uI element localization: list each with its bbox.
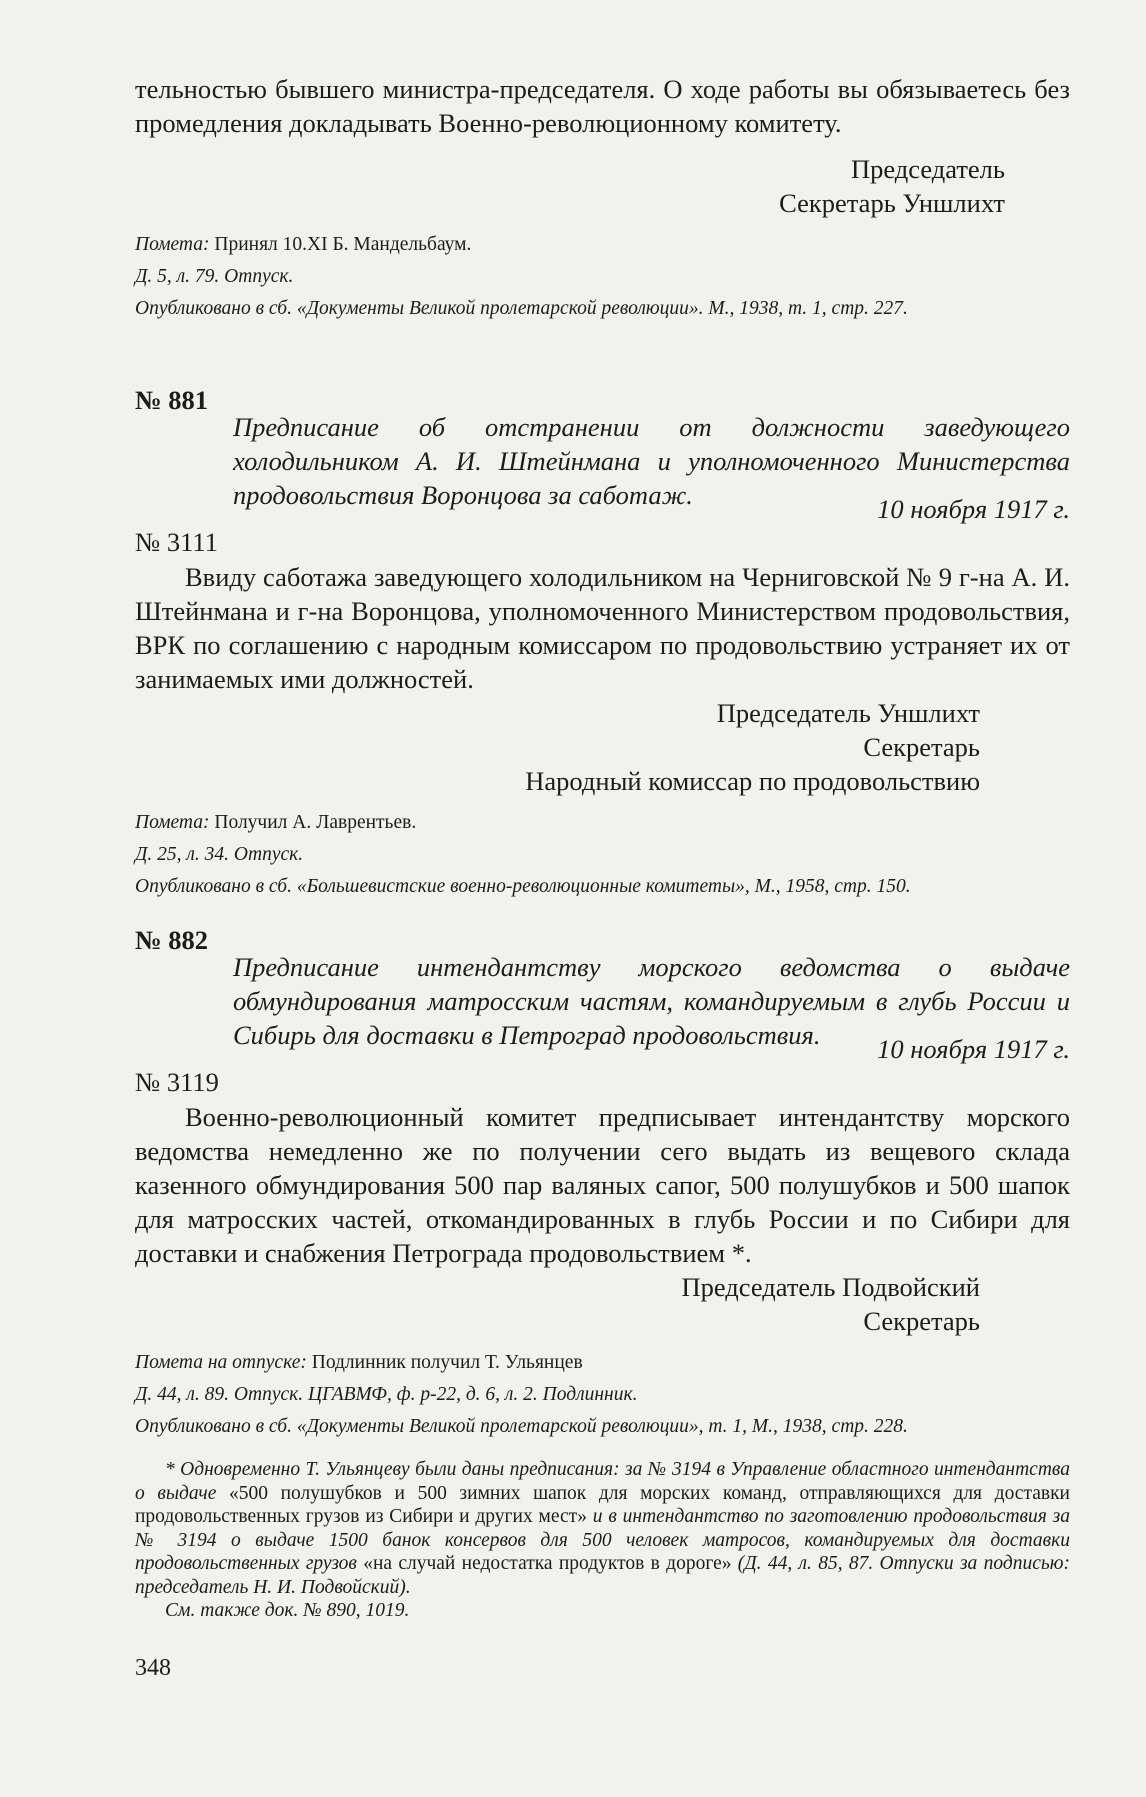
note xyxy=(135,812,1070,834)
signature-secretary: Секретарь xyxy=(863,732,980,762)
archive-reference: Д. 25, л. 34. Отпуск. xyxy=(135,844,304,865)
signature-secretary: Секретарь Уншлихт xyxy=(779,188,1005,218)
publication-reference: Опубликовано в сб. «Большевистские военно-революционные комитеты», М., 1958, стр. 150. xyxy=(135,876,911,897)
document-date: 10 ноября 1917 г. xyxy=(877,1034,1070,1064)
document-881-body xyxy=(135,560,1070,898)
publication-reference: Опубликовано в сб. «Документы Великой пролетарской революции». М., 1938, т. 1, стр. 227. xyxy=(135,298,908,319)
signature-chair: Председатель Подвойский xyxy=(681,1272,980,1302)
note-text: Принял 10.XI Б. Мандельбаум. xyxy=(209,234,472,255)
note-text: Получил А. Лаврентьев. xyxy=(209,812,417,833)
document-number: № 881 xyxy=(135,385,209,415)
document-heading: Предписание об отстранении от должности заведующего холодильником А. И. Штейнмана и уполномоченного Министерства продовольствия Воронцова за саботаж. xyxy=(233,412,1070,510)
note-label: Помета на отпуске: xyxy=(135,1352,307,1373)
body-paragraph: Ввиду саботажа заведующего холодильником на Черниговской № 9 г-на А. И. Штейнмана и г-на Воронцова, уполномоченного Министерством продовольствия, ВРК по соглашению с народным комиссаром по продовольствию устраняет их от занимаемых ими должностей. xyxy=(135,562,1070,694)
continuation-paragraph: тельностью бывшего министра-председателя. О ходе работы вы обязываетесь без промедления докладывать Военно-революционному комитету. xyxy=(135,74,1070,138)
archive-reference: Д. 5, л. 79. Отпуск. xyxy=(135,266,294,287)
footnote-text-part: и в интендантство по заготовлению продовольствия за № 3194 о выдаче 1500 банок консервов для 500 человек матросов, командируемых для доставки продовольственных грузов xyxy=(135,1506,1071,1574)
registration-number: № 3119 xyxy=(135,1067,219,1097)
registration-number: № 3111 xyxy=(135,527,218,557)
document-number: № 882 xyxy=(135,925,209,955)
signature-secretary: Секретарь xyxy=(863,1306,980,1336)
footnote-text-part: * Одновременно Т. Ульянцеву были даны предписания: за № 3194 в Управление областного интендантства о выдаче xyxy=(135,1459,1070,1504)
footnote-paragraph xyxy=(135,1458,1070,1599)
footnote xyxy=(135,1458,1070,1623)
footnote-quote: «на случай недостатка продуктов в дороге» xyxy=(363,1553,732,1574)
document-heading: Предписание интендантству морского ведомства о выдаче обмундирования матросским частям, командируемым в глубь России и Сибирь для доставки в Петроград продовольствия. xyxy=(233,952,1070,1050)
footnote-quote: «500 полушубков и 500 зимних шапок для морских команд, отправляющихся для доставки продовольственных грузов из Сибири и других мест» xyxy=(135,1482,1070,1527)
signature-chair: Председатель Уншлихт xyxy=(716,698,980,728)
note xyxy=(135,234,1070,256)
archive-reference: Д. 44, л. 89. Отпуск. ЦГАВМФ, ф. р-22, д. 6, л. 2. Подлинник. xyxy=(135,1384,638,1405)
publication-reference: Опубликовано в сб. «Документы Великой пролетарской революции», т. 1, М., 1938, стр. 228. xyxy=(135,1416,908,1437)
document-date: 10 ноября 1917 г. xyxy=(877,494,1070,524)
note-label: Помета: xyxy=(135,234,210,255)
signature-chair: Председатель xyxy=(851,154,1005,184)
page-number: 348 xyxy=(135,1655,171,1681)
document-882-body xyxy=(135,1100,1070,1438)
signature-commissar: Народный комиссар по продовольствию xyxy=(525,766,980,796)
note-text: Подлинник получил Т. Ульянцев xyxy=(306,1352,583,1373)
footnote-see-also: См. также док. № 890, 1019. xyxy=(165,1600,410,1621)
body-paragraph: Военно-революционный комитет предписывает интендантству морского ведомства немедленно же по получении сего выдать из вещевого склада казенного обмундирования 500 пар валяных сапог, 500 полушубков и 500 шапок для матросских частей, откомандированных в глубь России и по Сибири для доставки и снабжения Петрограда продовольствием *. xyxy=(135,1102,1070,1268)
top-section xyxy=(135,72,1070,320)
note-label: Помета: xyxy=(135,812,210,833)
footnote-text-part: (Д. 44, л. 85, 87. Отпуски за подписью: председатель Н. И. Подвойский). xyxy=(135,1553,1070,1598)
note xyxy=(135,1352,1070,1374)
